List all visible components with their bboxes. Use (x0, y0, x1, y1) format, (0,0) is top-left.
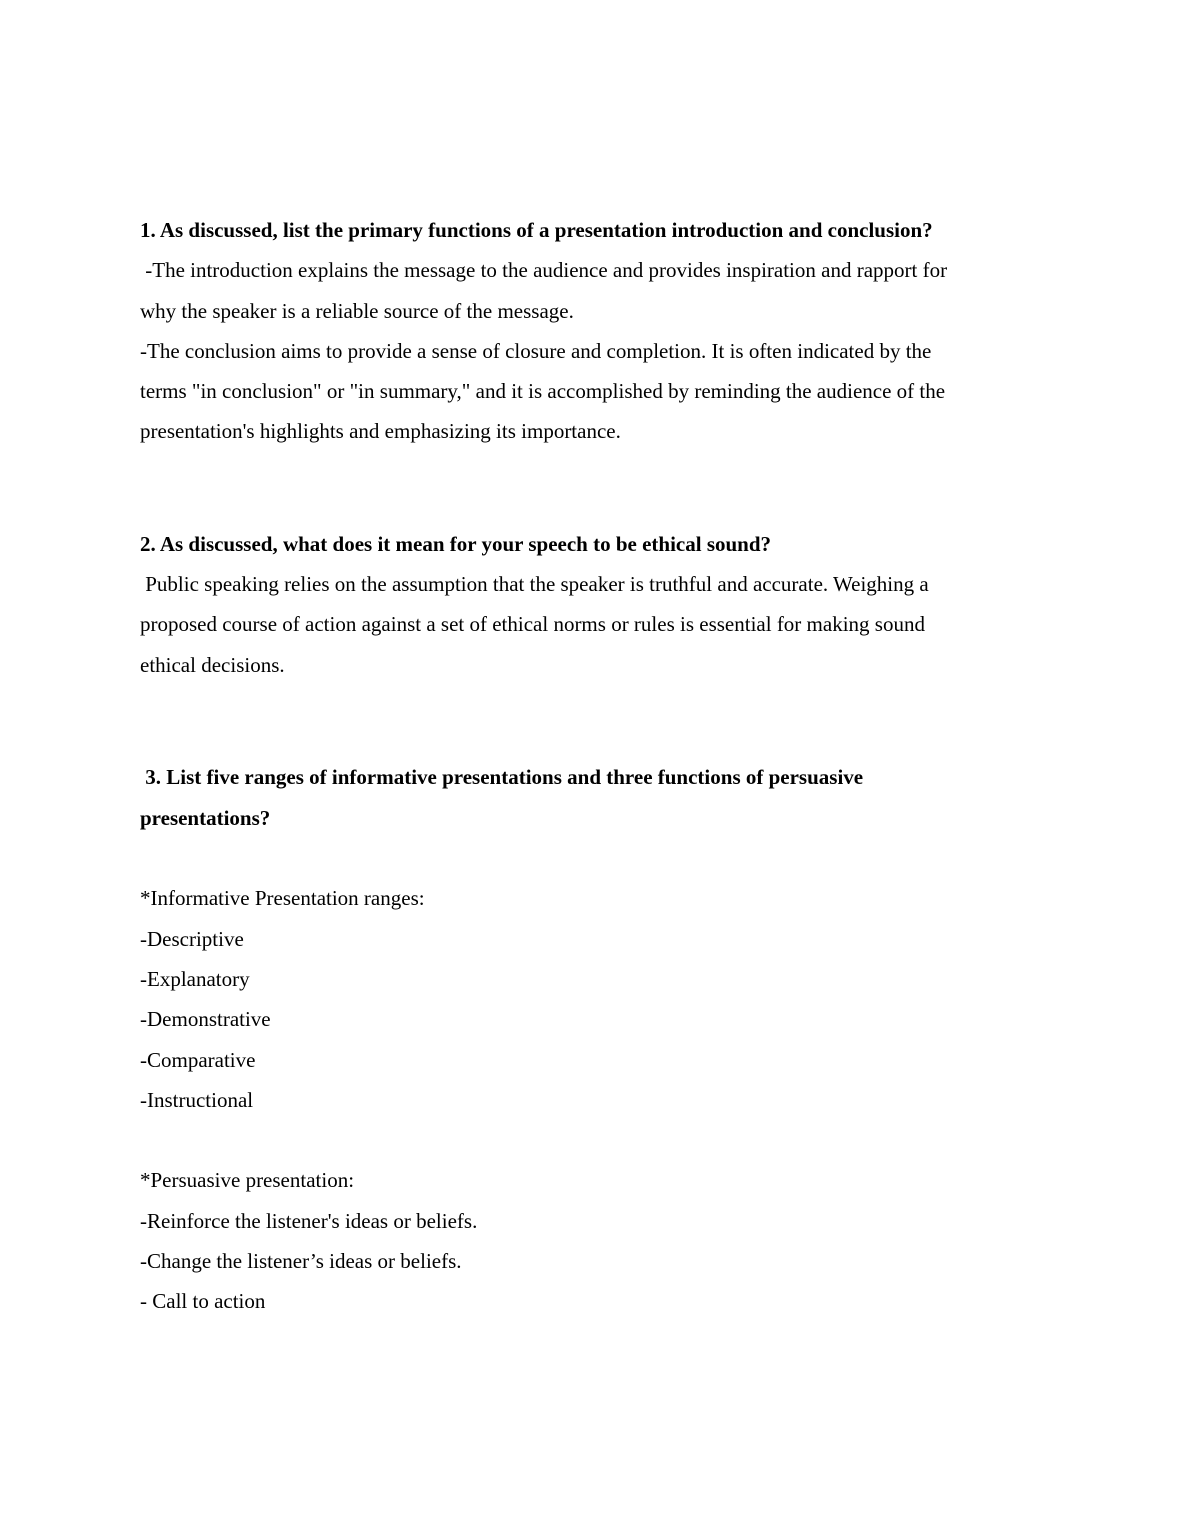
answer-1-line-1: -The introduction explains the message to the audience and provides inspiration and rapport for (140, 258, 948, 283)
answer-1-line-2: why the speaker is a reliable source of the message. (140, 298, 574, 323)
question-3-line-1: 3. List five ranges of informative presentations and three functions of persuasive (140, 765, 864, 790)
persuasive-heading: *Persuasive presentation: (140, 1168, 355, 1193)
persuasive-item: - Call to action (140, 1289, 266, 1314)
persuasive-item: -Reinforce the listener's ideas or beliefs. (140, 1208, 478, 1233)
informative-item: -Explanatory (140, 966, 250, 991)
answer-2-line-1: Public speaking relies on the assumption that the speaker is truthful and accurate. Weighing a (140, 572, 929, 597)
answer-1-line-3: -The conclusion aims to provide a sense of closure and completion. It is often indicated by the (140, 338, 932, 363)
informative-item: -Demonstrative (140, 1007, 271, 1032)
informative-heading: *Informative Presentation ranges: (140, 886, 425, 911)
informative-item: -Instructional (140, 1087, 254, 1112)
persuasive-item: -Change the listener’s ideas or beliefs. (140, 1249, 462, 1274)
document-page (140, 210, 1050, 1322)
informative-item: -Comparative (140, 1047, 256, 1072)
answer-2-line-2: proposed course of action against a set of ethical norms or rules is essential for making sound (140, 612, 925, 637)
answer-1-line-4: terms "in conclusion" or "in summary," and it is accomplished by reminding the audience of the (140, 379, 946, 404)
question-3-line-2: presentations? (140, 805, 271, 830)
question-2: 2. As discussed, what does it mean for your speech to be ethical sound? (140, 531, 772, 556)
question-1: 1. As discussed, list the primary functions of a presentation introduction and conclusion? (140, 218, 933, 242)
informative-item: -Descriptive (140, 926, 244, 951)
answer-1-line-5: presentation's highlights and emphasizing its importance. (140, 419, 621, 444)
answer-2-line-3: ethical decisions. (140, 652, 285, 677)
